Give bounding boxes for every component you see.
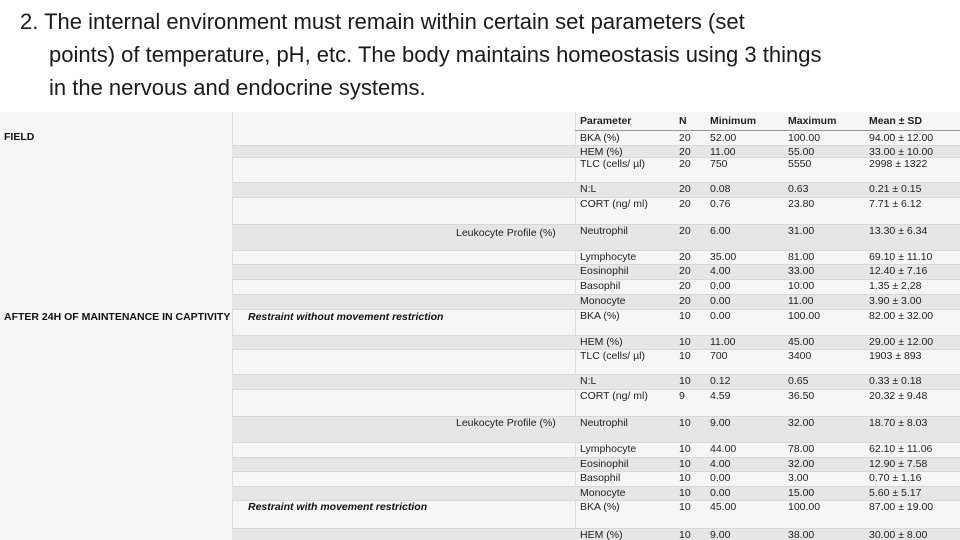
- mean-sd-cell: 2998 ± 1322: [869, 158, 928, 170]
- minimum-cell: 4.00: [710, 458, 731, 470]
- maximum-cell: 32.00: [788, 417, 815, 429]
- param-cell: Basophil: [580, 472, 621, 484]
- mean-sd-cell: 69.10 ± 11.10: [869, 251, 933, 263]
- n-cell: 10: [679, 501, 691, 513]
- minimum-cell: 0.12: [710, 375, 731, 387]
- slide-line-1: 2. The internal environment must remain within certain set parameters (set: [20, 9, 745, 34]
- minimum-cell: 0.00: [710, 472, 731, 484]
- minimum-cell: 9.00: [710, 529, 731, 540]
- slide-line-3: in the nervous and endocrine systems.: [49, 75, 426, 100]
- maximum-cell: 32.00: [788, 458, 815, 470]
- param-cell: CORT (ng/ ml): [580, 198, 648, 210]
- minimum-cell: 700: [710, 350, 728, 362]
- header-rule: [575, 130, 960, 131]
- minimum-cell: 0.76: [710, 198, 731, 210]
- minimum-cell: 52.00: [710, 132, 737, 144]
- maximum-cell: 45.00: [788, 336, 815, 348]
- table-row: [0, 280, 960, 295]
- group-label-field: FIELD: [4, 131, 35, 143]
- leukocyte-profile-label: Leukocyte Profile (%): [456, 227, 556, 239]
- param-cell: Neutrophil: [580, 225, 628, 237]
- n-cell: 20: [679, 132, 691, 144]
- param-cell: CORT (ng/ ml): [580, 390, 648, 402]
- mean-sd-cell: 1903 ± 893: [869, 350, 922, 362]
- maximum-cell: 33.00: [788, 265, 815, 277]
- header-minimum: Minimum: [710, 115, 757, 127]
- table-row: [0, 183, 960, 198]
- param-cell: Eosinophil: [580, 458, 629, 470]
- n-cell: 9: [679, 390, 685, 402]
- maximum-cell: 15.00: [788, 487, 815, 499]
- maximum-cell: 3.00: [788, 472, 809, 484]
- maximum-cell: 100.00: [788, 501, 821, 513]
- param-cell: TLC (cells/ µl): [580, 158, 645, 170]
- n-cell: 20: [679, 198, 691, 210]
- maximum-cell: 5550: [788, 158, 812, 170]
- n-cell: 10: [679, 417, 691, 429]
- n-cell: 20: [679, 265, 691, 277]
- minimum-cell: 0.00: [710, 487, 731, 499]
- mean-sd-cell: 7.71 ± 6.12: [869, 198, 922, 210]
- n-cell: 10: [679, 443, 691, 455]
- minimum-cell: 4.59: [710, 390, 731, 402]
- maximum-cell: 100.00: [788, 310, 821, 322]
- table-row: [0, 265, 960, 280]
- leukocyte-profile-label: Leukocyte Profile (%): [456, 417, 556, 429]
- data-table-image: [0, 112, 960, 540]
- param-cell: HEM (%): [580, 529, 623, 540]
- maximum-cell: 100.00: [788, 132, 821, 144]
- table-row: [0, 529, 960, 540]
- minimum-cell: 0.00: [710, 310, 731, 322]
- subgroup-label-without-movement: Restraint without movement restriction: [248, 311, 444, 323]
- minimum-cell: 9.00: [710, 417, 731, 429]
- param-cell: Lymphocyte: [580, 443, 637, 455]
- maximum-cell: 36.50: [788, 390, 815, 402]
- n-cell: 10: [679, 310, 691, 322]
- maximum-cell: 81.00: [788, 251, 815, 263]
- table-row: [0, 158, 960, 183]
- minimum-cell: 44.00: [710, 443, 737, 455]
- table-row: [0, 501, 960, 529]
- n-cell: 10: [679, 375, 691, 387]
- table-row: [0, 350, 960, 375]
- table-row: [0, 295, 960, 310]
- group-label-after-captivity: AFTER 24H OF MAINTENANCE IN CAPTIVITY: [4, 311, 231, 323]
- mean-sd-cell: 33.00 ± 10.00: [869, 146, 934, 158]
- n-cell: 20: [679, 225, 691, 237]
- minimum-cell: 750: [710, 158, 728, 170]
- mean-sd-cell: 29.00 ± 12.00: [869, 336, 934, 348]
- slide-line-2: points) of temperature, pH, etc. The body maintains homeostasis using 3 things: [49, 42, 822, 67]
- maximum-cell: 3400: [788, 350, 812, 362]
- param-cell: BKA (%): [580, 132, 620, 144]
- mean-sd-cell: 12.90 ± 7.58: [869, 458, 928, 470]
- n-cell: 20: [679, 251, 691, 263]
- n-cell: 10: [679, 350, 691, 362]
- n-cell: 10: [679, 336, 691, 348]
- n-cell: 10: [679, 472, 691, 484]
- subgroup-label-with-movement: Restraint with movement restriction: [248, 501, 428, 513]
- mean-sd-cell: 0.21 ± 0.15: [869, 183, 922, 195]
- mean-sd-cell: 62.10 ± 11.06: [869, 443, 933, 455]
- mean-sd-cell: 94.00 ± 12.00: [869, 132, 934, 144]
- minimum-cell: 45.00: [710, 501, 737, 513]
- maximum-cell: 55.00: [788, 146, 815, 158]
- maximum-cell: 31.00: [788, 225, 815, 237]
- maximum-cell: 23.80: [788, 198, 815, 210]
- minimum-cell: 6.00: [710, 225, 731, 237]
- table-row: [0, 146, 960, 158]
- table-row: [0, 472, 960, 487]
- header-maximum: Maximum: [788, 115, 837, 127]
- param-cell: Eosinophil: [580, 265, 629, 277]
- mean-sd-cell: 12.40 ± 7.16: [869, 265, 928, 277]
- param-cell: BKA (%): [580, 310, 620, 322]
- mean-sd-cell: 0.70 ± 1.16: [869, 472, 922, 484]
- table-row: [0, 458, 960, 472]
- table-row: [0, 198, 960, 225]
- n-cell: 20: [679, 158, 691, 170]
- minimum-cell: 11.00: [710, 146, 736, 158]
- header-mean-sd: Mean ± SD: [869, 115, 923, 127]
- header-parameter: Parameter: [580, 115, 632, 127]
- mean-sd-cell: 30.00 ± 8.00: [869, 529, 928, 540]
- maximum-cell: 0.63: [788, 183, 809, 195]
- mean-sd-cell: 18.70 ± 8.03: [869, 417, 928, 429]
- mean-sd-cell: 20.32 ± 9.48: [869, 390, 928, 402]
- table-row: [0, 132, 960, 146]
- minimum-cell: 11.00: [710, 336, 736, 348]
- n-cell: 20: [679, 146, 691, 158]
- param-cell: HEM (%): [580, 146, 623, 158]
- minimum-cell: 0.00: [710, 280, 731, 292]
- mean-sd-cell: 87.00 ± 19.00: [869, 501, 934, 513]
- minimum-cell: 0.00: [710, 295, 731, 307]
- n-cell: 20: [679, 183, 691, 195]
- maximum-cell: 0.65: [788, 375, 809, 387]
- param-cell: Lymphocyte: [580, 251, 637, 263]
- param-cell: Monocyte: [580, 295, 626, 307]
- mean-sd-cell: 82.00 ± 32.00: [869, 310, 934, 322]
- param-cell: HEM (%): [580, 336, 623, 348]
- n-cell: 20: [679, 280, 691, 292]
- maximum-cell: 10.00: [788, 280, 815, 292]
- mean-sd-cell: 13.30 ± 6.34: [869, 225, 928, 237]
- table-row: [0, 487, 960, 501]
- param-cell: Basophil: [580, 280, 621, 292]
- table-row: [0, 443, 960, 458]
- mean-sd-cell: 5.60 ± 5.17: [869, 487, 922, 499]
- n-cell: 10: [679, 458, 691, 470]
- minimum-cell: 0.08: [710, 183, 731, 195]
- param-cell: N:L: [580, 183, 597, 195]
- param-cell: TLC (cells/ µl): [580, 350, 645, 362]
- param-cell: Monocyte: [580, 487, 626, 499]
- minimum-cell: 4.00: [710, 265, 731, 277]
- n-cell: 10: [679, 529, 691, 540]
- n-cell: 10: [679, 487, 691, 499]
- table-row: [0, 375, 960, 390]
- minimum-cell: 35.00: [710, 251, 737, 263]
- mean-sd-cell: 1.35 ± 2.28: [869, 280, 922, 292]
- mean-sd-cell: 3.90 ± 3.00: [869, 295, 922, 307]
- param-cell: Neutrophil: [580, 417, 628, 429]
- header-n: N: [679, 115, 687, 127]
- table-row: [0, 390, 960, 417]
- maximum-cell: 38.00: [788, 529, 815, 540]
- table-row: [0, 336, 960, 350]
- param-cell: BKA (%): [580, 501, 620, 513]
- maximum-cell: 78.00: [788, 443, 815, 455]
- maximum-cell: 11.00: [788, 295, 814, 307]
- n-cell: 20: [679, 295, 691, 307]
- param-cell: N:L: [580, 375, 597, 387]
- table-row: [0, 251, 960, 265]
- mean-sd-cell: 0.33 ± 0.18: [869, 375, 922, 387]
